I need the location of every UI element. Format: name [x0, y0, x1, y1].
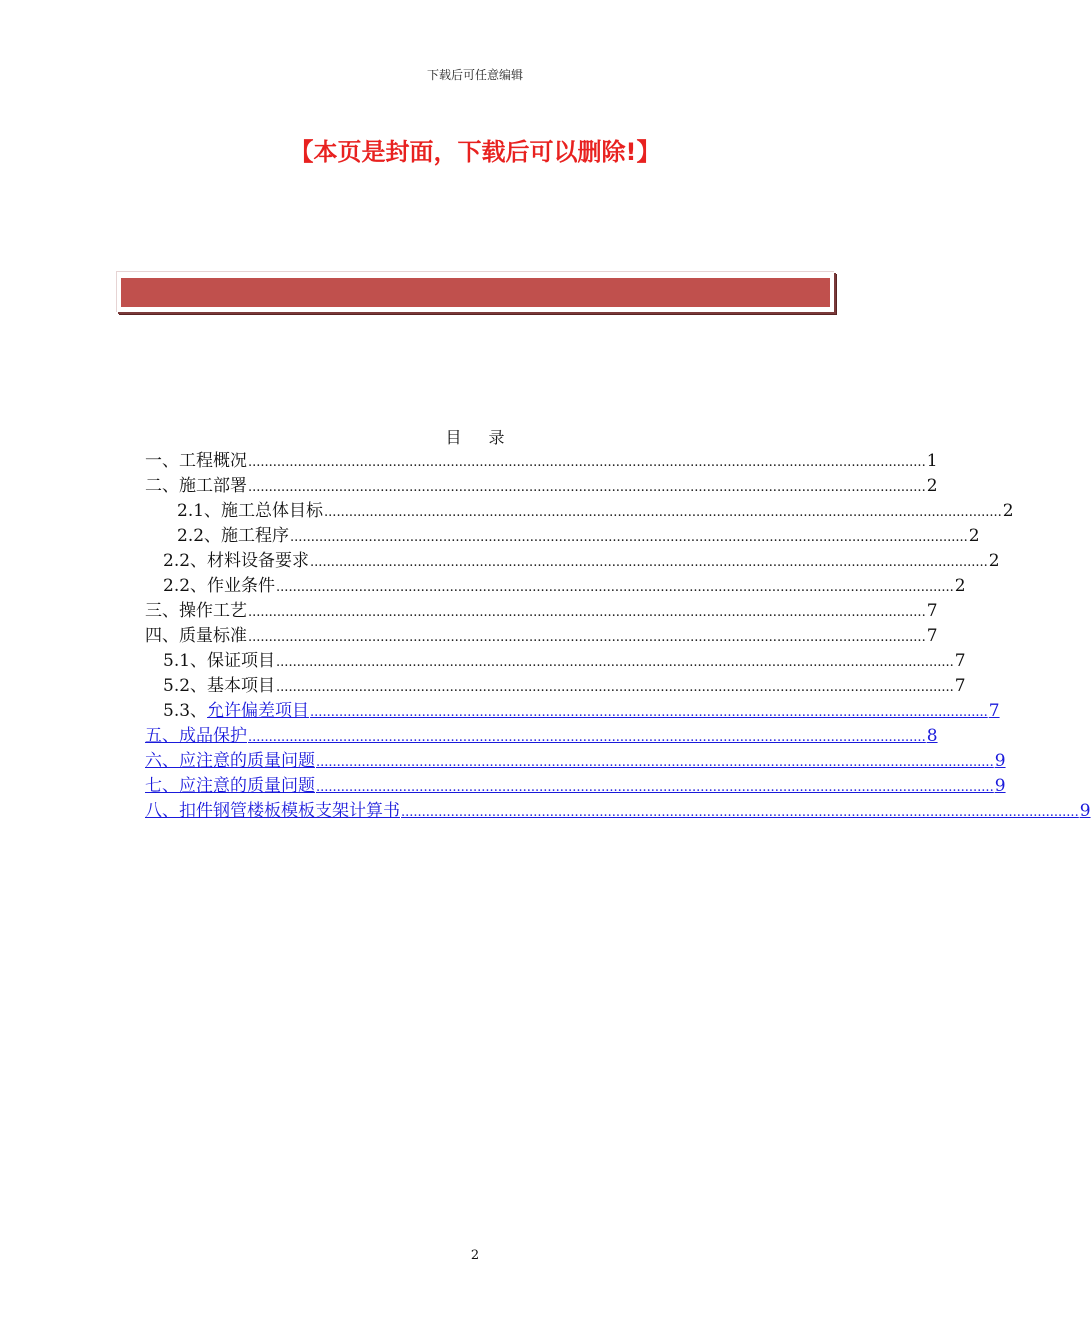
toc-entry-page: 8 [926, 726, 938, 746]
toc-entry-text: 2.1、施工总体目标 [177, 501, 324, 521]
header-note: 下载后可任意编辑 [426, 68, 523, 82]
toc-leader-dots: .................................................................................................................................................................... [248, 630, 926, 645]
toc-leader-dots: .................................................................................................................................................................... [248, 730, 926, 745]
toc-entry-text: 三、操作工艺 [145, 601, 247, 621]
red-title-banner [116, 271, 834, 312]
toc-entry-overview[interactable] [145, 449, 938, 474]
toc-entry-page: 2 [968, 526, 980, 546]
toc-entry-quality-standard[interactable] [145, 624, 938, 649]
toc-leader-dots: .................................................................................................................................................................... [248, 605, 926, 620]
toc-leader-dots: .................................................................................................................................................................... [310, 555, 988, 570]
toc-entry-text: 八、扣件钢管楼板模板支架计算书 [145, 801, 400, 821]
toc-entry-text: 5.2、基本项目 [163, 676, 276, 696]
toc-entry-page: 7 [926, 626, 938, 646]
toc-leader-dots: .................................................................................................................................................................... [276, 655, 954, 670]
toc-entry-page: 7 [926, 601, 938, 621]
toc-entry-page: 9 [1079, 801, 1091, 821]
toc-entry-text: 七、应注意的质量问题 [145, 776, 315, 796]
toc-entry-procedure[interactable] [177, 524, 980, 549]
toc-entry-page: 1 [926, 451, 938, 471]
toc-entry-deployment[interactable] [145, 474, 938, 499]
red-banner-fill [121, 278, 830, 307]
toc-entry-guarantee-items[interactable] [163, 649, 966, 674]
toc-entry-page: 2 [1002, 501, 1014, 521]
cover-notice: 【本页是封面，下载后可以删除!】 [289, 138, 661, 166]
toc-leader-dots: .................................................................................................................................................................... [324, 505, 1002, 520]
toc-leader-dots: .................................................................................................................................................................... [316, 780, 994, 795]
toc-leader-dots: .................................................................................................................................................................... [248, 480, 926, 495]
toc-entry-basic-items[interactable] [163, 674, 966, 699]
toc-entry-tolerance-items[interactable] [163, 699, 1000, 724]
toc-entry-conditions[interactable] [163, 574, 966, 599]
toc-entry-text: 四、质量标准 [145, 626, 247, 646]
toc-leader-dots: .................................................................................................................................................................... [310, 705, 988, 720]
toc-entry-quality-issues-6[interactable] [145, 749, 1006, 774]
toc-entry-text: 2.2、材料设备要求 [163, 551, 310, 571]
toc-leader-dots: .................................................................................................................................................................... [401, 805, 1079, 820]
toc-leader-dots: .................................................................................................................................................................... [316, 755, 994, 770]
toc-entry-materials[interactable] [163, 549, 1000, 574]
toc-entry-page: 2 [926, 476, 938, 496]
toc-entry-process[interactable] [145, 599, 938, 624]
toc-entry-text: 五、成品保护 [145, 726, 247, 746]
toc-entry-page: 7 [954, 676, 966, 696]
toc-entry-quality-issues-7[interactable] [145, 774, 1006, 799]
toc-entry-link-text[interactable]: 允许偏差项目 [207, 701, 310, 721]
toc-entry-page: 9 [994, 776, 1006, 796]
toc-entry-product-protection[interactable] [145, 724, 938, 749]
toc-entry-prefix: 5.3、 [163, 701, 208, 721]
toc-entry-page: 7 [954, 651, 966, 671]
toc-leader-dots: .................................................................................................................................................................... [276, 680, 954, 695]
toc-leader-dots: .................................................................................................................................................................... [290, 530, 968, 545]
toc-entry-text: 六、应注意的质量问题 [145, 751, 315, 771]
toc-title: 目 录 [445, 428, 505, 447]
toc-entry-text: 一、工程概况 [145, 451, 247, 471]
toc-entry-page: 7 [988, 701, 1000, 721]
toc-entry-text: 二、施工部署 [145, 476, 247, 496]
toc-entry-scaffold-calculation[interactable] [145, 799, 1091, 824]
toc-leader-dots: .................................................................................................................................................................... [276, 580, 954, 595]
toc-entry-overall-goal[interactable] [177, 499, 1014, 524]
page-number: 2 [470, 1248, 480, 1263]
toc-entry-page: 2 [954, 576, 966, 596]
toc-entry-text: 2.2、作业条件 [163, 576, 276, 596]
toc-entry-page: 9 [994, 751, 1006, 771]
toc-leader-dots: .................................................................................................................................................................... [248, 455, 926, 470]
toc-entry-text: 5.1、保证项目 [163, 651, 276, 671]
toc-entry-page: 2 [988, 551, 1000, 571]
toc-entry-text: 2.2、施工程序 [177, 526, 290, 546]
